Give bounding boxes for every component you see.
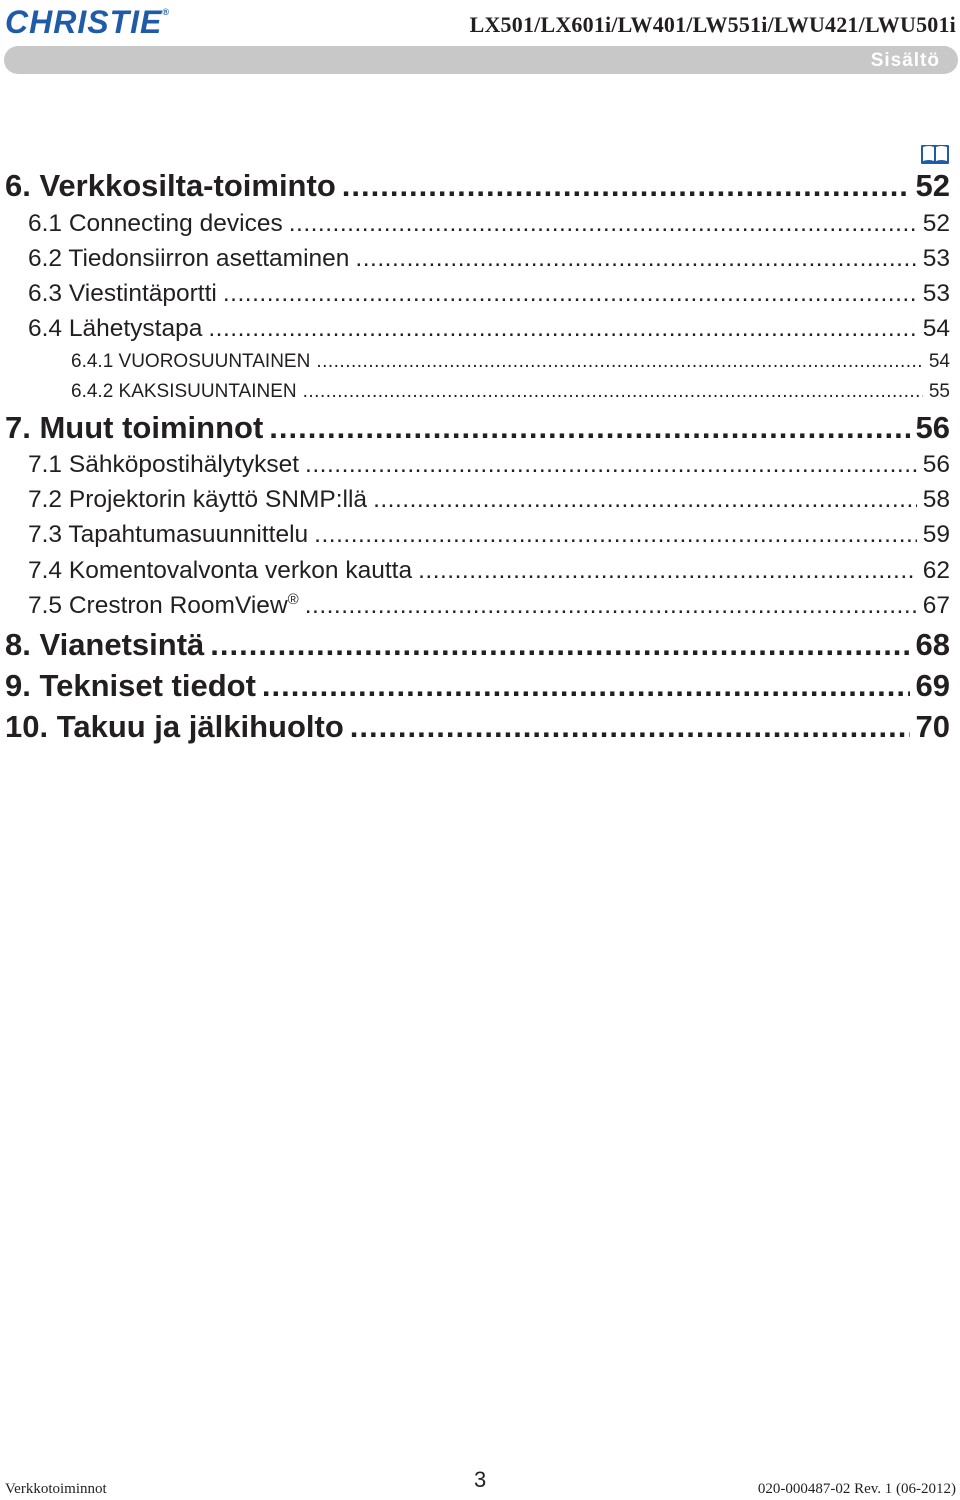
toc-entry-page: 67 (922, 592, 950, 619)
toc-entry-page: 53 (922, 245, 950, 272)
toc-entry[interactable] (28, 592, 950, 620)
toc-entry-page: 58 (922, 486, 950, 513)
toc-entry-page: 56 (922, 451, 950, 478)
toc-entry[interactable] (71, 381, 950, 403)
toc-leader-dots (269, 410, 909, 446)
toc-entry-title: 7.1 Sähköpostihälytykset (28, 451, 300, 478)
toc-leader-dots (314, 521, 917, 549)
toc-entry-title: 10. Takuu ja jälkihuolto (5, 709, 344, 744)
toc-entry-page: 56 (915, 410, 950, 445)
model-numbers: LX501/LX601i/LW401/LW551i/LWU421/LWU501i (469, 12, 956, 37)
section-bar (4, 46, 958, 74)
toc-leader-dots (418, 557, 917, 585)
toc-entry[interactable] (28, 210, 950, 238)
toc-entry-title: 8. Vianetsintä (5, 627, 205, 662)
footer-revision: 020-000487-02 Rev. 1 (06-2012) (757, 1481, 956, 1497)
toc-leader-dots (210, 627, 909, 663)
toc-leader-dots (262, 668, 910, 704)
toc-entry-title: 7.2 Projektorin käyttö SNMP:llä (28, 486, 368, 513)
toc-leader-dots (208, 315, 916, 343)
toc-leader-dots (289, 210, 917, 238)
toc-leader-dots (305, 592, 917, 620)
toc-entry[interactable] (5, 627, 950, 663)
toc-entry-title: 6.1 Connecting devices (28, 210, 283, 237)
toc-entry-page: 70 (915, 709, 950, 744)
toc-entry[interactable] (5, 668, 950, 704)
toc-leader-dots (373, 486, 917, 514)
toc-entry[interactable] (28, 245, 950, 273)
toc-entry-title: 7.4 Komentovalvonta verkon kautta (28, 557, 413, 584)
toc-entry-title: 6. Verkkosilta-toiminto (5, 168, 336, 203)
toc-leader-dots (342, 168, 910, 204)
toc-entry[interactable] (28, 315, 950, 343)
toc-entry-page: 68 (915, 627, 950, 662)
toc-leader-dots (305, 451, 917, 479)
toc-entry-title: 7.3 Tapahtumasuunnittelu (28, 521, 309, 548)
toc-entry-page: 52 (922, 210, 950, 237)
toc-entry[interactable] (5, 168, 950, 204)
toc-entry-title: 9. Tekniset tiedot (5, 668, 256, 703)
toc-entry[interactable] (28, 280, 950, 308)
toc-entry[interactable] (28, 486, 950, 514)
toc-entry-page: 54 (928, 351, 950, 372)
footer-section-name: Verkkotoiminnot (5, 1481, 107, 1497)
book-icon (920, 143, 950, 165)
toc-entry[interactable] (28, 557, 950, 585)
toc-entry[interactable] (5, 410, 950, 446)
footer-page-number: 3 (474, 1467, 487, 1492)
toc-entry-title: 6.4 Lähetystapa (28, 315, 203, 342)
toc-entry-page: 59 (922, 521, 950, 548)
toc-entry-page: 62 (922, 557, 950, 584)
toc-leader-dots (316, 351, 923, 373)
toc-leader-dots (350, 709, 910, 745)
toc-entry-title: 7.5 Crestron RoomView® (28, 590, 299, 619)
toc-entry[interactable] (28, 451, 950, 479)
toc-entry-page: 52 (915, 168, 950, 203)
toc-leader-dots (355, 245, 916, 273)
toc-leader-dots (303, 381, 923, 403)
section-label: Sisältö (870, 50, 940, 71)
toc-entry-page: 55 (928, 381, 950, 402)
toc-entry[interactable] (5, 709, 950, 745)
toc-entry-page: 54 (922, 315, 950, 342)
toc-entry-title: 7. Muut toiminnot (5, 410, 264, 445)
toc-entry-title: 6.3 Viestintäportti (28, 280, 217, 307)
registered-mark: ® (287, 590, 299, 608)
toc-entry-title: 6.4.1 VUOROSUUNTAINEN (71, 351, 311, 372)
toc-leader-dots (223, 280, 917, 308)
toc-entry[interactable] (28, 521, 950, 549)
toc-entry-page: 69 (915, 668, 950, 703)
toc-entry-page: 53 (922, 280, 950, 307)
toc-entry-title: 6.4.2 KAKSISUUNTAINEN (71, 381, 297, 402)
christie-logo: CHRISTIE® (5, 4, 170, 40)
toc-entry[interactable] (71, 351, 950, 373)
toc-entry-title: 6.2 Tiedonsiirron asettaminen (28, 245, 350, 272)
